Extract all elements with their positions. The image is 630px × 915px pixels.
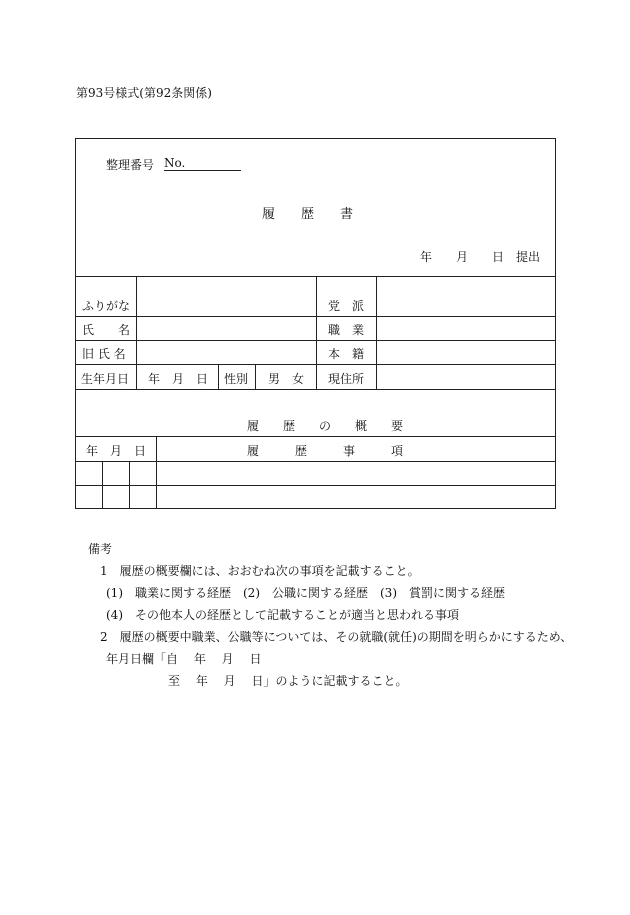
occupation-label: 職 業 [328, 323, 365, 337]
row-divider [75, 389, 556, 390]
form-number-label: 第93号様式(第92条関係) [76, 86, 212, 100]
sex-label: 性別 [224, 372, 249, 386]
name-label: 氏 名 [82, 323, 131, 337]
history-row-1-day[interactable] [130, 462, 155, 484]
history-heading: 履 歴 の 概 要 [247, 419, 404, 433]
col-divider [218, 364, 219, 389]
former-name-field[interactable] [137, 341, 315, 363]
history-row-1-month[interactable] [103, 462, 128, 484]
reference-number-field[interactable] [164, 156, 241, 171]
occupation-field[interactable] [377, 317, 555, 339]
history-row-2-day[interactable] [130, 486, 155, 508]
notes-section [88, 538, 572, 692]
address-field[interactable] [377, 365, 555, 388]
note-line: 1 履歴の概要欄には、おおむね次の事項を記載すること。 [100, 564, 420, 578]
note-line: (1) 職業に関する経歴 (2) 公職に関する経歴 (3) 賞罰に関する経歴 [106, 586, 505, 600]
reference-number-label: 整理番号 [106, 158, 155, 172]
domicile-label: 本 籍 [328, 347, 365, 361]
submission-date[interactable]: 年 月 日 提出 [420, 250, 541, 264]
col-divider [316, 276, 317, 389]
domicile-field[interactable] [377, 341, 555, 363]
note-line: 年月日欄「自 年 月 日 [106, 652, 262, 666]
reference-number-prefix: No. [164, 156, 186, 170]
history-row-2-item[interactable] [157, 486, 555, 508]
notes-title: 備考 [88, 542, 113, 556]
history-row-2-year[interactable] [76, 486, 101, 508]
note-line: 至 年 月 日」のように記載すること。 [168, 674, 408, 688]
former-name-label: 旧 氏 名 [82, 347, 126, 361]
note-line: 2 履歴の概要中職業、公職等については、その就職(就任)の期間を明らかにするため、 [100, 630, 573, 644]
history-row-2-month[interactable] [103, 486, 128, 508]
sex-options[interactable]: 男 女 [268, 372, 305, 386]
address-label: 現住所 [328, 372, 365, 386]
birthdate-field[interactable]: 年 月 日 [148, 372, 209, 386]
party-label: 党 派 [328, 299, 365, 313]
party-field[interactable] [377, 277, 555, 315]
row-divider [75, 436, 556, 437]
history-date-header: 年 月 日 [86, 444, 147, 458]
history-row-1-year[interactable] [76, 462, 101, 484]
history-item-header: 履 歴 事 項 [247, 444, 404, 458]
furigana-field[interactable] [137, 277, 315, 315]
furigana-label: ふりがな [82, 299, 131, 313]
birthdate-label: 生年月日 [81, 372, 130, 386]
note-line: (4) その他本人の経歴として記載することが適当と思われる事項 [106, 608, 460, 622]
history-row-1-item[interactable] [157, 462, 555, 484]
document-title: 履 歴 書 [262, 207, 354, 222]
name-field[interactable] [137, 317, 315, 339]
col-divider [255, 364, 256, 389]
